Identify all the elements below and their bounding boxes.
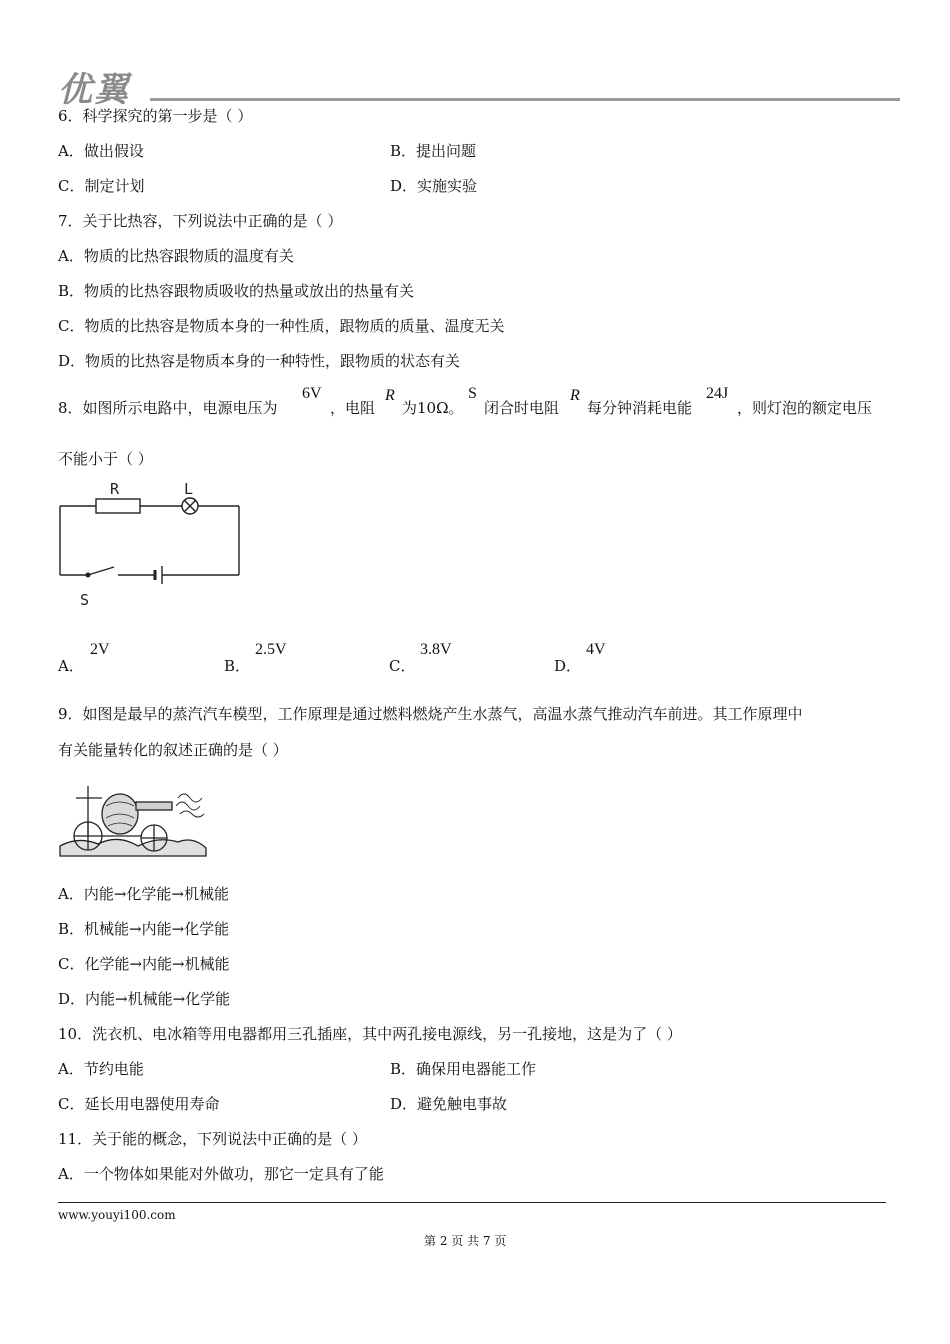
q8-text-2: ，电阻 bbox=[330, 399, 376, 417]
q10-option-d: D．避免触电事故 bbox=[390, 1095, 508, 1113]
switch-s bbox=[88, 567, 114, 575]
q8-switch-symbol: S bbox=[468, 385, 477, 402]
q8-text-3: 为10Ω。 bbox=[402, 399, 464, 417]
header-divider bbox=[150, 98, 900, 101]
q9-stem-line2: 有关能量转化的叙述正确的是（ ） bbox=[58, 741, 288, 759]
logo: 优翼 bbox=[58, 70, 130, 110]
q6-option-c: C．制定计划 bbox=[58, 177, 145, 195]
q8-option-d-letter: D． bbox=[554, 657, 582, 675]
q8-resistor-symbol-2: R bbox=[570, 387, 580, 404]
steam-pipe bbox=[136, 802, 172, 810]
q8-stem-line2: 不能小于（ ） bbox=[58, 450, 153, 468]
q11-stem: 11．关于能的概念，下列说法中正确的是（ ） bbox=[58, 1130, 367, 1148]
q11-option-a: A．一个物体如果能对外做功，那它一定具有了能 bbox=[58, 1165, 384, 1183]
circuit-label-s: S bbox=[80, 591, 90, 609]
q9-option-b: B．机械能→内能→化学能 bbox=[58, 920, 230, 938]
q10-option-a: A．节约电能 bbox=[58, 1060, 144, 1078]
circuit-diagram bbox=[52, 476, 252, 612]
q10-option-b: B．确保用电器能工作 bbox=[390, 1060, 537, 1078]
q8-option-c-value: 3.8V bbox=[420, 641, 452, 658]
q8-option-a-letter: A． bbox=[58, 657, 84, 675]
q7-stem: 7．关于比热容，下列说法中正确的是（ ） bbox=[58, 212, 343, 230]
q8-option-b-value: 2.5V bbox=[255, 641, 287, 658]
q8-energy: 24J bbox=[706, 385, 729, 402]
q7-option-b: B．物质的比热容跟物质吸收的热量或放出的热量有关 bbox=[58, 282, 415, 300]
q9-stem-line1: 9．如图是最早的蒸汽汽车模型，工作原理是通过燃料燃烧产生水蒸气，高温水蒸气推动汽车前进。其工作原理中 bbox=[58, 705, 803, 723]
q6-option-a: A．做出假设 bbox=[58, 142, 144, 160]
q8-option-a-value: 2V bbox=[90, 641, 110, 658]
q9-option-a: A．内能→化学能→机械能 bbox=[58, 885, 229, 903]
q7-option-a: A．物质的比热容跟物质的温度有关 bbox=[58, 247, 294, 265]
circuit-label-l: L bbox=[184, 480, 194, 498]
q8-option-d-value: 4V bbox=[586, 641, 606, 658]
switch-pivot bbox=[86, 573, 91, 578]
steam-puffs bbox=[176, 794, 204, 817]
q8-text-4: 闭合时电阻 bbox=[484, 399, 560, 417]
q6-option-d: D．实施实验 bbox=[390, 177, 478, 195]
page-number: 第 2 页 共 7 页 bbox=[424, 1234, 507, 1248]
steam-car-image bbox=[58, 776, 210, 858]
q8-text-6: ，则灯泡的额定电压 bbox=[737, 399, 873, 417]
resistor-r bbox=[96, 499, 140, 513]
q9-option-d: D．内能→机械能→化学能 bbox=[58, 990, 231, 1008]
q7-option-c: C．物质的比热容是物质本身的一种性质，跟物质的质量、温度无关 bbox=[58, 317, 505, 335]
footer-divider bbox=[58, 1202, 886, 1203]
q8-resistor-symbol: R bbox=[385, 387, 395, 404]
q8-text-5: 每分钟消耗电能 bbox=[587, 399, 693, 417]
q8-option-c-letter: C． bbox=[389, 657, 416, 675]
q9-option-c: C．化学能→内能→机械能 bbox=[58, 955, 230, 973]
q6-stem: 6．科学探究的第一步是（ ） bbox=[58, 107, 253, 125]
ground bbox=[60, 839, 206, 856]
footer-url: www.youyi100.com bbox=[58, 1208, 176, 1222]
q8-voltage: 6V bbox=[302, 385, 322, 402]
q6-option-b: B．提出问题 bbox=[390, 142, 477, 160]
circuit-label-r: R bbox=[110, 480, 120, 498]
q7-option-d: D．物质的比热容是物质本身的一种特性，跟物质的状态有关 bbox=[58, 352, 461, 370]
q8-option-b-letter: B． bbox=[224, 657, 251, 675]
q10-option-c: C．延长用电器使用寿命 bbox=[58, 1095, 220, 1113]
q8-text-1: 8．如图所示电路中，电源电压为 bbox=[58, 399, 278, 417]
q10-stem: 10．洗衣机、电冰箱等用电器都用三孔插座，其中两孔接电源线，另一孔接地，这是为了（ ） bbox=[58, 1025, 682, 1043]
